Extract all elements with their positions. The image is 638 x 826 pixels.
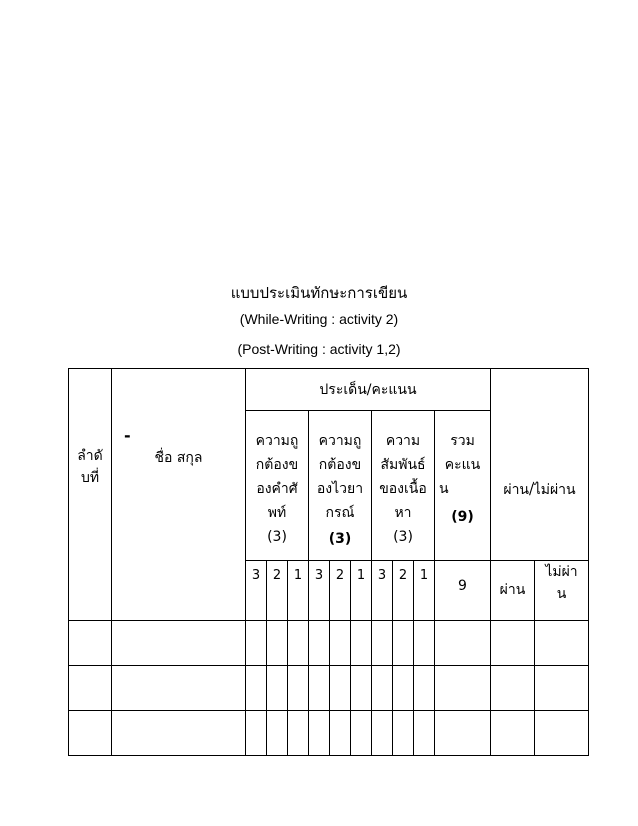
- score-vocab-3: 3: [246, 561, 267, 621]
- table-row: [69, 711, 589, 756]
- header-criterion-grammar: ความถู กต้องข องไวยา กรณ์ (3): [309, 411, 372, 561]
- score-coherence-2: 2: [393, 561, 414, 621]
- form-title: แบบประเมินทักษะการเขียน: [230, 284, 408, 302]
- header-result: ผ่าน/ไม่ผ่าน: [491, 369, 589, 561]
- score-coherence-1: 1: [414, 561, 435, 621]
- header-pass: ผ่าน: [491, 561, 535, 621]
- score-coherence-3: 3: [372, 561, 393, 621]
- subtitle-post-writing: (Post-Writing : activity 1,2): [237, 341, 401, 357]
- header-total: รวม คะแน น (9): [435, 411, 491, 561]
- header-name: - ชื่อ สกุล: [112, 369, 246, 621]
- score-grammar-3: 3: [309, 561, 330, 621]
- score-grammar-1: 1: [351, 561, 372, 621]
- subtitle-while-writing: (While-Writing : activity 2): [239, 311, 399, 327]
- header-criteria-group: ประเด็น/คะแนน: [246, 369, 491, 411]
- header-criterion-vocabulary: ความถู กต้องข องคำศั พท์ (3): [246, 411, 309, 561]
- table-row: [69, 621, 589, 666]
- header-fail: ไม่ผ่า น: [535, 561, 589, 621]
- score-total-9: 9: [435, 561, 491, 621]
- header-criterion-coherence: ความ สัมพันธ์ ของเนื้อ หา (3): [372, 411, 435, 561]
- name-dash: -: [124, 426, 131, 445]
- score-vocab-1: 1: [288, 561, 309, 621]
- score-vocab-2: 2: [267, 561, 288, 621]
- table-row: [69, 666, 589, 711]
- score-grammar-2: 2: [330, 561, 351, 621]
- header-order-number: ลำดั บที่: [69, 369, 112, 621]
- assessment-table: [68, 368, 589, 756]
